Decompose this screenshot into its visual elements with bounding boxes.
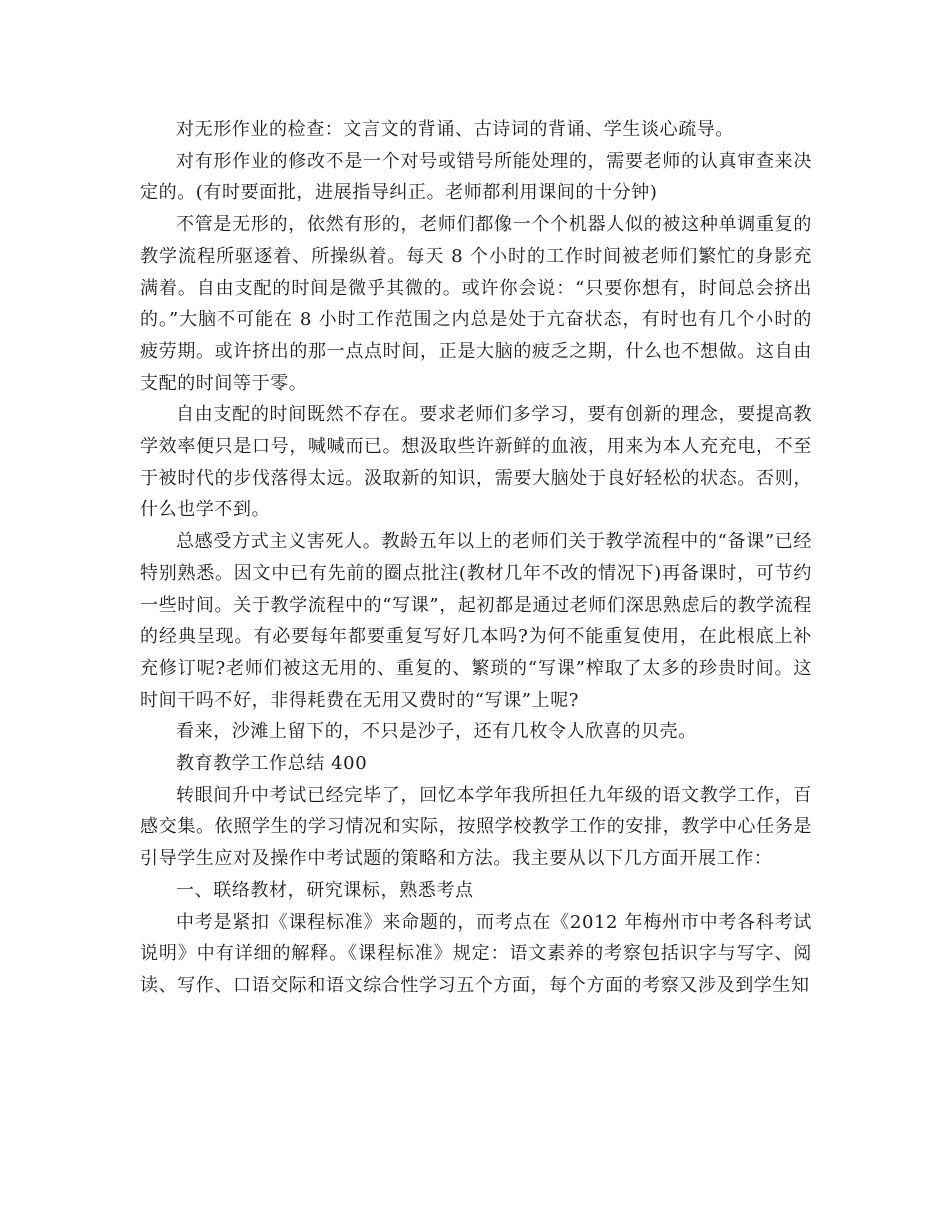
subsection-heading: 一、联络教材，研究课标，熟悉考点	[176, 879, 474, 901]
paragraph-exam-intro: 转眼间升中考试已经完毕了，回忆本学年我所担任九年级的语文教学工作，百感交集。依照学生的学习情况和实际，按照学校教学工作的安排，教学中心任务是引导学生应对及操作中考试题的策略和方法。我主要从以下几方面开展工作：	[140, 784, 812, 870]
paragraph-homework-check: 对无形作业的检查：文言文的背诵、古诗词的背诵、学生谈心疏导。	[176, 119, 734, 140]
paragraph-formalism: 总感受方式主义害死人。教龄五年以上的老师们关于教学流程中的“备课”已经特别熟悉。因文中已有先前的圈点批注(教材几年不改的情况下)再备课时，可节约一些时间。关于教学流程中的“写课”，起初都是通过老师们深思熟虑后的教学流程的经典呈现。有必要每年都要重复写好几本吗?为何不能重复使用，在此根底上补充修订呢?老师们被这无用的、重复的、繁琐的“写课”榨取了太多的珍贵时间。这时间干吗不好，非得耗费在无用又费时的“写课”上呢?	[140, 531, 812, 711]
paragraph-free-time: 自由支配的时间既然不存在。要求老师们多学习，要有创新的理念，要提高教学效率便只是口号，喊喊而已。想汲取些许新鲜的血液，用来为本人充充电，不至于被时代的步伐落得太远。汲取新的知识，需要大脑处于良好轻松的状态。否则，什么也学不到。	[140, 404, 812, 521]
section-heading: 教育教学工作总结 400	[176, 753, 368, 775]
paragraph-seashells: 看来，沙滩上留下的，不只是沙子，还有几枚令人欣喜的贝壳。	[176, 721, 697, 743]
paragraph-teaching-routine: 不管是无形的，依然有形的，老师们都像一个个机器人似的被这种单调重复的教学流程所驱逐着、所操纵着。每天 8 个小时的工作时间被老师们繁忙的身影充满着。自由支配的时间是微乎其微的。或许你会说：“只要你想有，时间总会挤出的。”大脑不可能在 8 小时工作范围之内总是处于亢奋状态，有时也有几个小时的疲劳期。或许挤出的那一点点时间，正是大脑的疲乏之期，什么也不想做。这自由支配的时间等于零。	[140, 214, 812, 394]
document-page	[140, 114, 812, 1002]
paragraph-visible-homework: 对有形作业的修改不是一个对号或错号所能处理的，需要老师的认真审查来决定的。(有时要面批，进展指导纠正。老师都利用课间的十分钟)	[140, 150, 812, 204]
paragraph-curriculum: 中考是紧扣《课程标准》来命题的，而考点在《2012 年梅州市中考各科考试说明》中有详细的解释。《课程标准》规定：语文素养的考察包括识字与写字、阅读、写作、口语交际和语文综合性学习五个方面，每个方面的考察又涉及到学生知	[140, 911, 812, 996]
